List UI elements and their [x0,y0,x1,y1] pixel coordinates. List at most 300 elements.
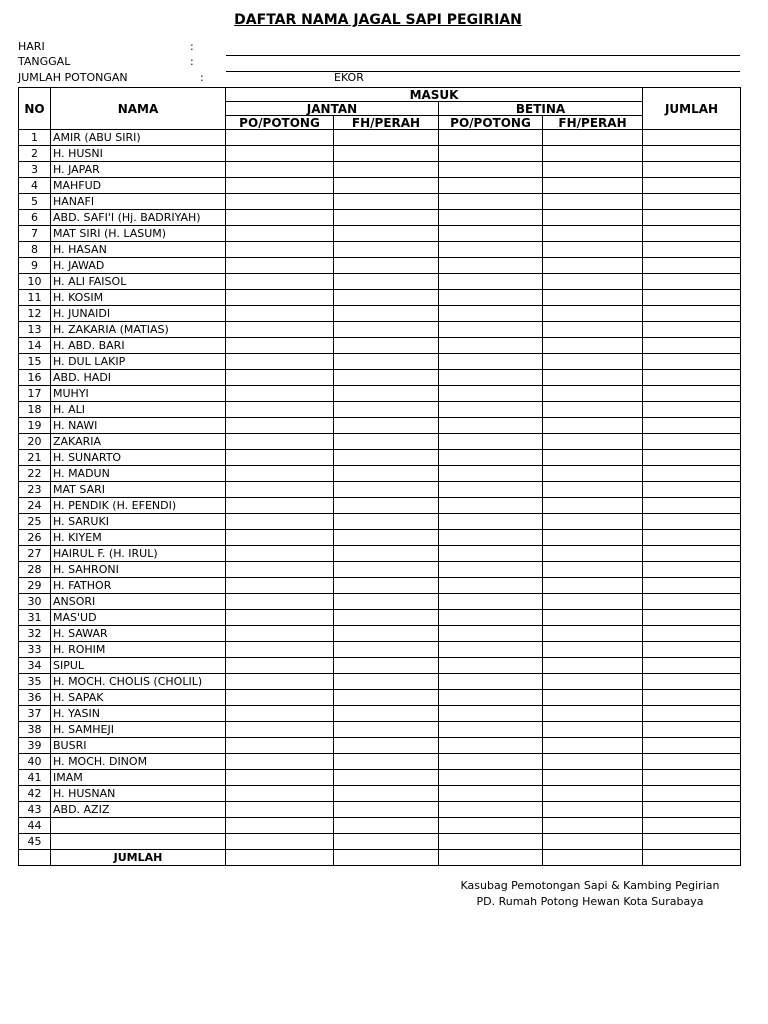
jantan-po-cell[interactable] [226,434,334,450]
betina-po-cell[interactable] [439,818,543,834]
jantan-po-cell[interactable] [226,690,334,706]
jantan-po-cell[interactable] [226,162,334,178]
row-name: HAIRUL F. (H. IRUL) [51,546,226,562]
betina-fh-cell[interactable] [543,562,643,578]
jantan-po-cell[interactable] [226,226,334,242]
header-jantan-fh-perah: FH/PERAH [334,116,439,130]
jumlah-cell[interactable] [643,834,741,850]
row-number: 32 [19,626,51,642]
jumlah-cell[interactable] [643,802,741,818]
jumlah-cell[interactable] [643,402,741,418]
jantan-fh-cell[interactable] [334,786,439,802]
jantan-po-cell[interactable] [226,178,334,194]
jumlah-cell[interactable] [643,562,741,578]
jumlah-cell[interactable] [643,818,741,834]
table-row [19,578,741,594]
jumlah-cell[interactable] [643,498,741,514]
jumlah-cell[interactable] [643,738,741,754]
row-name: SIPUL [51,658,226,674]
jumlah-cell[interactable] [643,754,741,770]
row-name: ZAKARIA [51,434,226,450]
betina-fh-cell[interactable] [543,194,643,210]
table-row [19,450,741,466]
betina-fh-cell[interactable] [543,258,643,274]
row-number: 33 [19,642,51,658]
betina-fh-cell[interactable] [543,226,643,242]
betina-fh-cell[interactable] [543,434,643,450]
betina-fh-cell[interactable] [543,754,643,770]
jantan-po-cell[interactable] [226,594,334,610]
betina-po-cell[interactable] [439,514,543,530]
betina-fh-cell[interactable] [543,642,643,658]
jumlah-cell[interactable] [643,658,741,674]
betina-po-cell[interactable] [439,658,543,674]
jumlah-cell[interactable] [643,786,741,802]
jantan-po-cell[interactable] [226,242,334,258]
betina-po-cell[interactable] [439,482,543,498]
row-name: H. FATHOR [51,578,226,594]
row-name: H. NAWI [51,418,226,434]
table-row [19,626,741,642]
total-jantan-po-cell[interactable] [226,850,334,866]
betina-fh-cell[interactable] [543,482,643,498]
jantan-fh-cell[interactable] [334,626,439,642]
jumlah-cell[interactable] [643,530,741,546]
betina-fh-cell[interactable] [543,338,643,354]
row-number: 31 [19,610,51,626]
betina-fh-cell[interactable] [543,690,643,706]
jantan-po-cell[interactable] [226,354,334,370]
betina-po-cell[interactable] [439,178,543,194]
jantan-fh-cell[interactable] [334,146,439,162]
jumlah-cell[interactable] [643,610,741,626]
betina-po-cell[interactable] [439,530,543,546]
betina-po-cell[interactable] [439,242,543,258]
jantan-fh-cell[interactable] [334,210,439,226]
jantan-po-cell[interactable] [226,578,334,594]
betina-po-cell[interactable] [439,258,543,274]
row-number: 3 [19,162,51,178]
row-number: 26 [19,530,51,546]
jumlah-cell[interactable] [643,322,741,338]
jumlah-cell[interactable] [643,674,741,690]
jumlah-cell[interactable] [643,338,741,354]
betina-po-cell[interactable] [439,706,543,722]
jumlah-cell[interactable] [643,642,741,658]
betina-po-cell[interactable] [439,354,543,370]
row-name: H. SUNARTO [51,450,226,466]
jumlah-cell[interactable] [643,226,741,242]
jantan-po-cell[interactable] [226,706,334,722]
jumlah-cell[interactable] [643,210,741,226]
jantan-po-cell[interactable] [226,258,334,274]
betina-po-cell[interactable] [439,546,543,562]
betina-fh-cell[interactable] [543,546,643,562]
betina-fh-cell[interactable] [543,834,643,850]
betina-fh-cell[interactable] [543,738,643,754]
jantan-po-cell[interactable] [226,802,334,818]
jantan-po-cell[interactable] [226,642,334,658]
jantan-fh-cell[interactable] [334,530,439,546]
jantan-po-cell[interactable] [226,770,334,786]
jantan-po-cell[interactable] [226,530,334,546]
betina-po-cell[interactable] [439,290,543,306]
table-row [19,514,741,530]
row-name: H. ZAKARIA (MATIAS) [51,322,226,338]
betina-fh-cell[interactable] [543,274,643,290]
jantan-fh-cell[interactable] [334,258,439,274]
jantan-po-cell[interactable] [226,818,334,834]
jantan-po-cell[interactable] [226,482,334,498]
row-number: 23 [19,482,51,498]
jantan-po-cell[interactable] [226,386,334,402]
betina-fh-cell[interactable] [543,130,643,146]
betina-po-cell[interactable] [439,674,543,690]
footer-line-1: Kasubag Pemotongan Sapi & Kambing Pegirian [460,879,720,892]
jumlah-cell[interactable] [643,258,741,274]
row-number: 35 [19,674,51,690]
jantan-fh-cell[interactable] [334,738,439,754]
betina-fh-cell[interactable] [543,306,643,322]
jantan-fh-cell[interactable] [334,482,439,498]
row-name: H. SAHRONI [51,562,226,578]
betina-fh-cell[interactable] [543,722,643,738]
jantan-fh-cell[interactable] [334,594,439,610]
row-number: 28 [19,562,51,578]
header-masuk: MASUK [226,88,643,102]
row-name: H. MOCH. DINOM [51,754,226,770]
betina-po-cell[interactable] [439,738,543,754]
jantan-po-cell[interactable] [226,722,334,738]
jantan-po-cell[interactable] [226,658,334,674]
betina-fh-cell[interactable] [543,594,643,610]
jumlah-cell[interactable] [643,130,741,146]
jantan-po-cell[interactable] [226,610,334,626]
jantan-po-cell[interactable] [226,562,334,578]
jantan-fh-cell[interactable] [334,354,439,370]
jantan-fh-cell[interactable] [334,818,439,834]
jantan-fh-cell[interactable] [334,770,439,786]
row-number: 9 [19,258,51,274]
jumlah-cell[interactable] [643,722,741,738]
betina-fh-cell[interactable] [543,706,643,722]
jantan-po-cell[interactable] [226,466,334,482]
jantan-po-cell[interactable] [226,290,334,306]
jumlah-cell[interactable] [643,178,741,194]
jumlah-cell[interactable] [643,770,741,786]
betina-fh-cell[interactable] [543,498,643,514]
header-betina-fh-perah: FH/PERAH [543,116,643,130]
jantan-fh-cell[interactable] [334,338,439,354]
betina-fh-cell[interactable] [543,178,643,194]
row-name: H. JUNAIDI [51,306,226,322]
betina-po-cell[interactable] [439,498,543,514]
jantan-po-cell[interactable] [226,370,334,386]
jantan-fh-cell[interactable] [334,306,439,322]
jumlah-cell[interactable] [643,450,741,466]
row-name: MAS'UD [51,610,226,626]
betina-po-cell[interactable] [439,386,543,402]
betina-po-cell[interactable] [439,418,543,434]
jantan-fh-cell[interactable] [334,802,439,818]
table-row [19,338,741,354]
betina-po-cell[interactable] [439,370,543,386]
jantan-fh-cell[interactable] [334,690,439,706]
betina-fh-cell[interactable] [543,818,643,834]
jumlah-cell[interactable] [643,690,741,706]
jantan-po-cell[interactable] [226,146,334,162]
table-row [19,482,741,498]
betina-po-cell[interactable] [439,210,543,226]
betina-po-cell[interactable] [439,306,543,322]
jumlah-cell[interactable] [643,706,741,722]
jantan-po-cell[interactable] [226,418,334,434]
betina-po-cell[interactable] [439,610,543,626]
jantan-po-cell[interactable] [226,754,334,770]
betina-fh-cell[interactable] [543,370,643,386]
betina-po-cell[interactable] [439,162,543,178]
betina-po-cell[interactable] [439,322,543,338]
table-row [19,786,741,802]
jantan-fh-cell[interactable] [334,610,439,626]
jantan-fh-cell[interactable] [334,178,439,194]
jantan-fh-cell[interactable] [334,290,439,306]
field-label: HARI [18,40,45,53]
jantan-fh-cell[interactable] [334,674,439,690]
jumlah-cell[interactable] [643,146,741,162]
betina-po-cell[interactable] [439,338,543,354]
ekor-label: EKOR [334,71,364,84]
jantan-po-cell[interactable] [226,402,334,418]
row-number: 34 [19,658,51,674]
row-name: H. KOSIM [51,290,226,306]
betina-fh-cell[interactable] [543,786,643,802]
jantan-po-cell[interactable] [226,338,334,354]
betina-fh-cell[interactable] [543,466,643,482]
betina-fh-cell[interactable] [543,402,643,418]
jumlah-cell[interactable] [643,386,741,402]
jantan-fh-cell[interactable] [334,642,439,658]
betina-po-cell[interactable] [439,130,543,146]
row-number: 40 [19,754,51,770]
betina-fh-cell[interactable] [543,770,643,786]
betina-po-cell[interactable] [439,690,543,706]
row-number: 14 [19,338,51,354]
betina-po-cell[interactable] [439,562,543,578]
jumlah-cell[interactable] [643,306,741,322]
field-colon: : [190,55,194,68]
row-name: MAT SIRI (H. LASUM) [51,226,226,242]
table-row [19,322,741,338]
betina-po-cell[interactable] [439,578,543,594]
jumlah-cell[interactable] [643,242,741,258]
jantan-fh-cell[interactable] [334,498,439,514]
jantan-po-cell[interactable] [226,738,334,754]
betina-po-cell[interactable] [439,594,543,610]
row-name: H. MADUN [51,466,226,482]
jantan-fh-cell[interactable] [334,130,439,146]
betina-po-cell[interactable] [439,450,543,466]
betina-po-cell[interactable] [439,770,543,786]
betina-fh-cell[interactable] [543,242,643,258]
betina-fh-cell[interactable] [543,146,643,162]
betina-fh-cell[interactable] [543,658,643,674]
row-name: ABD. HADI [51,370,226,386]
row-name: H. ABD. BARI [51,338,226,354]
jantan-po-cell[interactable] [226,546,334,562]
row-number: 44 [19,818,51,834]
betina-po-cell[interactable] [439,834,543,850]
betina-fh-cell[interactable] [543,450,643,466]
jantan-fh-cell[interactable] [334,546,439,562]
jantan-fh-cell[interactable] [334,706,439,722]
jantan-po-cell[interactable] [226,322,334,338]
betina-fh-cell[interactable] [543,290,643,306]
table-row [19,674,741,690]
betina-po-cell[interactable] [439,722,543,738]
jumlah-cell[interactable] [643,370,741,386]
betina-fh-cell[interactable] [543,674,643,690]
jantan-fh-cell[interactable] [334,722,439,738]
jumlah-cell[interactable] [643,434,741,450]
jantan-po-cell[interactable] [226,786,334,802]
betina-po-cell[interactable] [439,274,543,290]
jantan-fh-cell[interactable] [334,162,439,178]
jantan-po-cell[interactable] [226,498,334,514]
table-row [19,306,741,322]
betina-po-cell[interactable] [439,226,543,242]
betina-po-cell[interactable] [439,466,543,482]
jumlah-cell[interactable] [643,546,741,562]
row-name: H. PENDIK (H. EFENDI) [51,498,226,514]
betina-po-cell[interactable] [439,626,543,642]
betina-fh-cell[interactable] [543,802,643,818]
jantan-fh-cell[interactable] [334,578,439,594]
table-row [19,370,741,386]
betina-fh-cell[interactable] [543,386,643,402]
jantan-fh-cell[interactable] [334,658,439,674]
jantan-po-cell[interactable] [226,674,334,690]
betina-fh-cell[interactable] [543,322,643,338]
row-number: 42 [19,786,51,802]
row-name: AMIR (ABU SIRI) [51,130,226,146]
jantan-fh-cell[interactable] [334,514,439,530]
jantan-po-cell[interactable] [226,306,334,322]
row-name: H. ROHIM [51,642,226,658]
row-name: H. HUSNI [51,146,226,162]
jantan-fh-cell[interactable] [334,322,439,338]
jumlah-cell[interactable] [643,514,741,530]
table-row [19,642,741,658]
jantan-fh-cell[interactable] [334,754,439,770]
jantan-fh-cell[interactable] [334,834,439,850]
row-number: 38 [19,722,51,738]
jantan-fh-cell[interactable] [334,434,439,450]
row-number: 30 [19,594,51,610]
header-betina: BETINA [439,102,643,116]
betina-po-cell[interactable] [439,786,543,802]
jumlah-cell[interactable] [643,274,741,290]
row-name [51,834,226,850]
betina-po-cell[interactable] [439,402,543,418]
jumlah-cell[interactable] [643,290,741,306]
betina-po-cell[interactable] [439,194,543,210]
jantan-po-cell[interactable] [226,130,334,146]
jantan-fh-cell[interactable] [334,226,439,242]
jantan-fh-cell[interactable] [334,562,439,578]
total-jantan-fh-cell[interactable] [334,850,439,866]
jumlah-cell[interactable] [643,418,741,434]
row-name: IMAM [51,770,226,786]
table-row [19,706,741,722]
jantan-po-cell[interactable] [226,834,334,850]
jantan-po-cell[interactable] [226,514,334,530]
jumlah-cell[interactable] [643,482,741,498]
betina-fh-cell[interactable] [543,578,643,594]
row-name: MUHYI [51,386,226,402]
jumlah-cell[interactable] [643,194,741,210]
betina-po-cell[interactable] [439,802,543,818]
jumlah-cell[interactable] [643,466,741,482]
betina-fh-cell[interactable] [543,530,643,546]
jumlah-cell[interactable] [643,162,741,178]
table-row [19,258,741,274]
betina-po-cell[interactable] [439,146,543,162]
jumlah-cell[interactable] [643,354,741,370]
jantan-fh-cell[interactable] [334,450,439,466]
betina-fh-cell[interactable] [543,610,643,626]
jantan-fh-cell[interactable] [334,386,439,402]
row-name: H. HASAN [51,242,226,258]
total-jumlah-cell[interactable] [643,850,741,866]
jantan-fh-cell[interactable] [334,418,439,434]
jantan-po-cell[interactable] [226,274,334,290]
betina-po-cell[interactable] [439,434,543,450]
jumlah-cell[interactable] [643,594,741,610]
slaughter-table [18,87,741,866]
table-row [19,546,741,562]
jantan-fh-cell[interactable] [334,466,439,482]
jantan-fh-cell[interactable] [334,402,439,418]
row-number: 10 [19,274,51,290]
betina-fh-cell[interactable] [543,626,643,642]
jantan-po-cell[interactable] [226,626,334,642]
jantan-fh-cell[interactable] [334,370,439,386]
table-row [19,818,741,834]
betina-fh-cell[interactable] [543,354,643,370]
jumlah-cell[interactable] [643,626,741,642]
row-number: 13 [19,322,51,338]
betina-fh-cell[interactable] [543,210,643,226]
jantan-fh-cell[interactable] [334,274,439,290]
betina-fh-cell[interactable] [543,418,643,434]
field-label: JUMLAH POTONGAN [18,71,128,84]
betina-fh-cell[interactable] [543,514,643,530]
jantan-po-cell[interactable] [226,194,334,210]
table-row [19,770,741,786]
jantan-po-cell[interactable] [226,450,334,466]
jumlah-cell[interactable] [643,578,741,594]
jantan-po-cell[interactable] [226,210,334,226]
row-number: 17 [19,386,51,402]
total-betina-fh-cell[interactable] [543,850,643,866]
betina-po-cell[interactable] [439,642,543,658]
jantan-fh-cell[interactable] [334,242,439,258]
betina-po-cell[interactable] [439,754,543,770]
jantan-fh-cell[interactable] [334,194,439,210]
total-betina-po-cell[interactable] [439,850,543,866]
betina-fh-cell[interactable] [543,162,643,178]
